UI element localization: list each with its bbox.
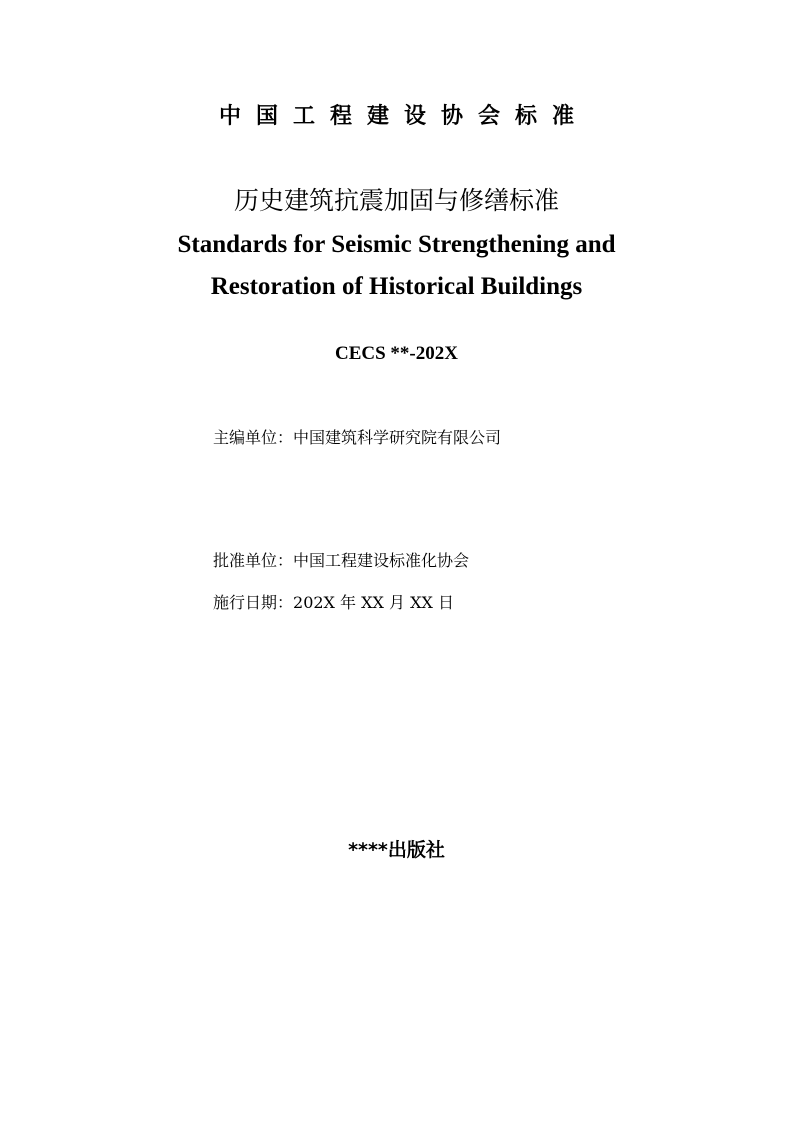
effective-date-line [213, 591, 454, 615]
editor-unit-value: 中国建筑科学研究院有限公司 [293, 428, 502, 447]
approver-unit-label: 批准单位： [213, 551, 294, 570]
title-english [0, 224, 793, 308]
title-english-line-1: Standards for Seismic Strengthening and [177, 231, 616, 258]
editor-unit-line [213, 426, 501, 450]
publisher-name: ****出版社 [348, 839, 445, 861]
title-chinese: 历史建筑抗震加固与修缮标准 [233, 186, 559, 215]
title-english-line-2: Restoration of Historical Buildings [210, 273, 583, 300]
standard-code: CECS **-202X [335, 343, 458, 364]
approver-unit-line [213, 549, 469, 573]
approver-unit-value: 中国工程建设标准化协会 [293, 551, 470, 570]
effective-date-label: 施行日期： [213, 593, 294, 612]
standard-series-heading: 中国工程建设协会标准 [218, 104, 589, 129]
effective-date-value: 202X 年 XX 月 XX 日 [293, 593, 454, 612]
editor-unit-label: 主编单位： [213, 428, 294, 447]
